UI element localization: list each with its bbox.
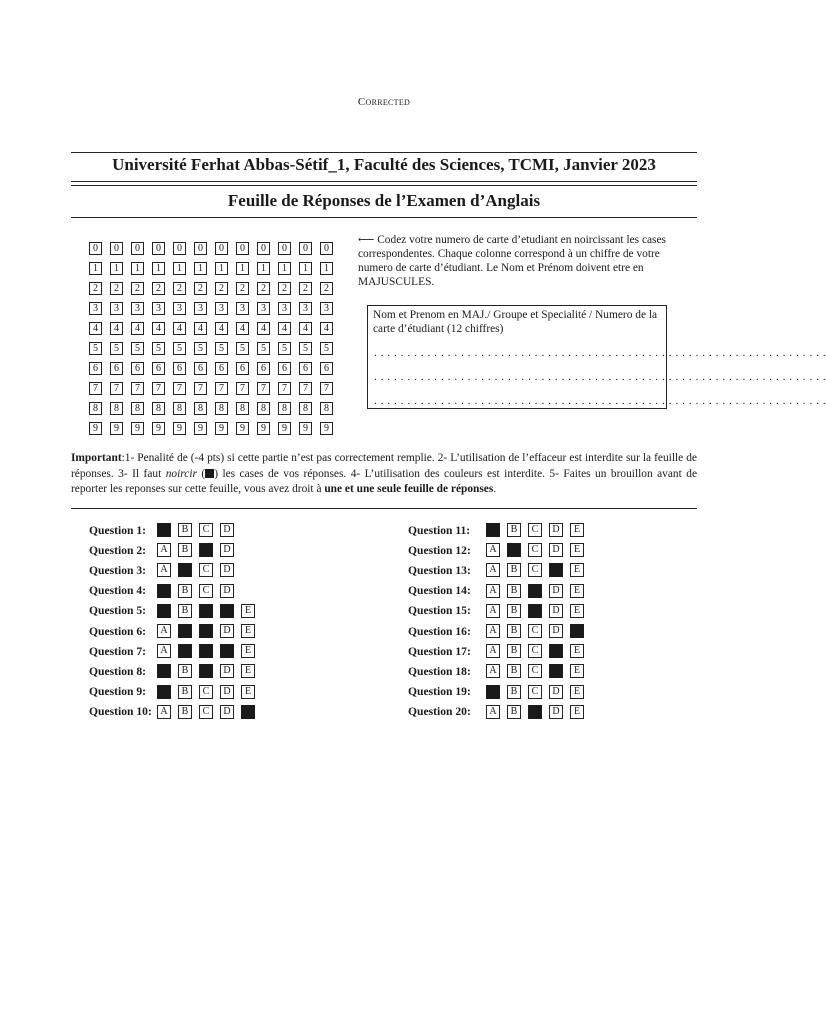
id-digit-box[interactable]: 2 bbox=[299, 282, 312, 295]
id-digit-box[interactable]: 1 bbox=[131, 262, 144, 275]
id-digit-box[interactable]: 0 bbox=[257, 242, 270, 255]
id-digit-box[interactable]: 1 bbox=[215, 262, 228, 275]
important-period: . bbox=[493, 483, 497, 495]
answer-box-c[interactable]: C bbox=[199, 685, 213, 699]
id-digit-box[interactable]: 7 bbox=[194, 382, 207, 395]
id-digit-box[interactable]: 8 bbox=[110, 402, 123, 415]
id-digit-box[interactable]: 3 bbox=[320, 302, 333, 315]
id-digit-box[interactable]: 2 bbox=[131, 282, 144, 295]
answer-box-b[interactable] bbox=[507, 543, 521, 557]
id-digit-box[interactable]: 7 bbox=[257, 382, 270, 395]
question-row bbox=[89, 661, 262, 681]
id-digit-box[interactable]: 2 bbox=[194, 282, 207, 295]
id-digit-box[interactable]: 6 bbox=[257, 362, 270, 375]
id-digit-box[interactable]: 3 bbox=[173, 302, 186, 315]
id-digit-box[interactable]: 8 bbox=[236, 402, 249, 415]
id-digit-box[interactable]: 9 bbox=[236, 422, 249, 435]
id-digit-box[interactable]: 8 bbox=[320, 402, 333, 415]
id-digit-box[interactable]: 3 bbox=[215, 302, 228, 315]
id-digit-box[interactable]: 0 bbox=[89, 242, 102, 255]
id-digit-box[interactable]: 4 bbox=[257, 322, 270, 335]
id-digit-box[interactable]: 7 bbox=[110, 382, 123, 395]
question-row bbox=[89, 682, 262, 702]
id-digit-box[interactable]: 0 bbox=[194, 242, 207, 255]
id-digit-box[interactable]: 3 bbox=[278, 302, 291, 315]
question-row bbox=[408, 520, 591, 540]
id-digit-box[interactable]: 6 bbox=[194, 362, 207, 375]
rule-3 bbox=[71, 185, 697, 186]
id-digit-box[interactable]: 8 bbox=[299, 402, 312, 415]
answer-box-c[interactable]: C bbox=[199, 705, 213, 719]
id-digit-box[interactable]: 9 bbox=[194, 422, 207, 435]
id-grid-row bbox=[89, 422, 341, 442]
id-digit-box[interactable]: 8 bbox=[131, 402, 144, 415]
answer-box-d[interactable]: D bbox=[549, 624, 563, 638]
answer-box-e[interactable]: E bbox=[570, 543, 584, 557]
id-digit-box[interactable]: 3 bbox=[110, 302, 123, 315]
id-digit-box[interactable]: 4 bbox=[320, 322, 333, 335]
id-digit-box[interactable]: 4 bbox=[89, 322, 102, 335]
rule-2 bbox=[71, 181, 697, 182]
answer-box-d[interactable] bbox=[220, 644, 234, 658]
id-digit-box[interactable]: 1 bbox=[278, 262, 291, 275]
id-digit-box[interactable]: 9 bbox=[215, 422, 228, 435]
id-digit-box[interactable]: 6 bbox=[215, 362, 228, 375]
id-digit-box[interactable]: 4 bbox=[152, 322, 165, 335]
important-text-1: :1- Penalité de (-4 pts) si cette partie n’est pas correctement remplie. 2- L’utilisation de l’effaceur est interdite sur la feuille de réponses. 3- Il faut bbox=[71, 452, 697, 480]
important-bold-end: une et une seule feuille de réponses bbox=[324, 483, 494, 495]
id-digit-box[interactable]: 4 bbox=[278, 322, 291, 335]
answer-box-a[interactable]: A bbox=[486, 705, 500, 719]
id-digit-box[interactable]: 7 bbox=[278, 382, 291, 395]
id-digit-box[interactable]: 5 bbox=[278, 342, 291, 355]
answer-box-e[interactable] bbox=[570, 624, 584, 638]
id-digit-box[interactable]: 6 bbox=[89, 362, 102, 375]
id-grid-row bbox=[89, 262, 341, 282]
id-digit-box[interactable]: 2 bbox=[320, 282, 333, 295]
question-row bbox=[89, 520, 262, 540]
id-digit-box[interactable]: 3 bbox=[131, 302, 144, 315]
id-digit-box[interactable]: 0 bbox=[215, 242, 228, 255]
question-label: Question 6: bbox=[89, 624, 147, 638]
answer-box-d[interactable]: D bbox=[220, 664, 234, 678]
question-row bbox=[89, 702, 262, 722]
id-digit-box[interactable]: 6 bbox=[110, 362, 123, 375]
id-digit-box[interactable]: 8 bbox=[194, 402, 207, 415]
id-digit-box[interactable]: 9 bbox=[131, 422, 144, 435]
answer-box-e[interactable]: E bbox=[570, 664, 584, 678]
id-digit-box[interactable]: 9 bbox=[173, 422, 186, 435]
corrected-label: Corrected bbox=[357, 96, 411, 108]
answer-box-e[interactable]: E bbox=[241, 624, 255, 638]
question-row bbox=[408, 661, 591, 681]
id-digit-box[interactable]: 3 bbox=[89, 302, 102, 315]
answer-box-a[interactable]: A bbox=[157, 705, 171, 719]
answer-box-c[interactable] bbox=[199, 664, 213, 678]
id-digit-box[interactable]: 4 bbox=[194, 322, 207, 335]
answer-box-d[interactable]: D bbox=[549, 543, 563, 557]
id-digit-box[interactable]: 8 bbox=[152, 402, 165, 415]
answer-box-a[interactable]: A bbox=[486, 624, 500, 638]
answer-box-a[interactable]: A bbox=[486, 584, 500, 598]
name-line-3[interactable]: . . . . . . . . . . . . . . . . . . . . . . . . . . . . . . . . . . . . . . . . . . . . . . . . . . . . . . . . . . . . . . . . . . . . bbox=[374, 395, 826, 407]
question-label: Question 16: bbox=[408, 624, 471, 638]
question-label: Question 4: bbox=[89, 584, 147, 598]
sheet-title: Feuille de Réponses de l’Examen d’Anglais bbox=[227, 191, 541, 210]
answer-box-d[interactable]: D bbox=[220, 523, 234, 537]
id-digit-box[interactable]: 9 bbox=[110, 422, 123, 435]
id-digit-box[interactable]: 5 bbox=[257, 342, 270, 355]
answer-box-d[interactable] bbox=[549, 664, 563, 678]
id-grid-row bbox=[89, 362, 341, 382]
answer-box-d[interactable] bbox=[220, 604, 234, 618]
answer-box-d[interactable]: D bbox=[220, 563, 234, 577]
rule-4 bbox=[71, 217, 697, 218]
answer-box-a[interactable] bbox=[157, 523, 171, 537]
answer-box-c[interactable]: C bbox=[528, 644, 542, 658]
id-digit-box[interactable]: 9 bbox=[278, 422, 291, 435]
important-label: Important bbox=[71, 452, 122, 464]
id-digit-box[interactable]: 0 bbox=[110, 242, 123, 255]
id-grid-row bbox=[89, 282, 341, 302]
id-digit-box[interactable]: 8 bbox=[173, 402, 186, 415]
question-label: Question 17: bbox=[408, 644, 471, 658]
answer-box-a[interactable]: A bbox=[486, 543, 500, 557]
answer-box-e[interactable]: E bbox=[241, 644, 255, 658]
id-digit-box[interactable]: 5 bbox=[299, 342, 312, 355]
questions-right-column bbox=[408, 520, 591, 722]
answer-box-d[interactable]: D bbox=[220, 624, 234, 638]
answer-box-d[interactable]: D bbox=[220, 584, 234, 598]
answer-box-a[interactable] bbox=[157, 664, 171, 678]
answer-box-b[interactable]: B bbox=[507, 644, 521, 658]
answer-box-b[interactable]: B bbox=[178, 685, 192, 699]
answer-box-b[interactable]: B bbox=[507, 584, 521, 598]
id-digit-box[interactable]: 1 bbox=[152, 262, 165, 275]
id-digit-box[interactable]: 7 bbox=[215, 382, 228, 395]
id-grid-row bbox=[89, 342, 341, 362]
answer-box-d[interactable]: D bbox=[549, 604, 563, 618]
id-digit-box[interactable]: 2 bbox=[89, 282, 102, 295]
answer-box-e[interactable]: E bbox=[241, 664, 255, 678]
answer-box-d[interactable]: D bbox=[549, 705, 563, 719]
id-digit-box[interactable]: 7 bbox=[152, 382, 165, 395]
answer-box-a[interactable]: A bbox=[486, 644, 500, 658]
id-digit-box[interactable]: 2 bbox=[278, 282, 291, 295]
id-digit-box[interactable]: 4 bbox=[236, 322, 249, 335]
id-digit-box[interactable]: 2 bbox=[152, 282, 165, 295]
question-label: Question 11: bbox=[408, 523, 471, 537]
id-grid-row bbox=[89, 302, 341, 322]
answer-box-c[interactable] bbox=[528, 584, 542, 598]
id-digit-box[interactable]: 2 bbox=[215, 282, 228, 295]
answer-box-e[interactable]: E bbox=[570, 523, 584, 537]
id-digit-box[interactable]: 1 bbox=[110, 262, 123, 275]
question-row bbox=[408, 641, 591, 661]
question-label: Question 9: bbox=[89, 685, 147, 699]
rule-5 bbox=[71, 508, 697, 509]
answer-box-b[interactable] bbox=[178, 624, 192, 638]
instructions-text: Codez votre numero de carte d’etudiant en noircissant les cases correspondentes. Chaque colonne correspond à un chiffre de votre numero de carte d’étudiant. Le Nom et Prénom doivent etre en MAJUSCULES. bbox=[358, 234, 666, 288]
id-digit-box[interactable]: 6 bbox=[320, 362, 333, 375]
answer-box-e[interactable]: E bbox=[241, 685, 255, 699]
id-digit-box[interactable]: 9 bbox=[152, 422, 165, 435]
answer-box-b[interactable]: B bbox=[178, 523, 192, 537]
id-digit-box[interactable]: 3 bbox=[194, 302, 207, 315]
id-digit-box[interactable]: 1 bbox=[236, 262, 249, 275]
name-line-1[interactable]: . . . . . . . . . . . . . . . . . . . . . . . . . . . . . . . . . . . . . . . . . . . . . . . . . . . . . . . . . . . . . . . . . . . . bbox=[374, 347, 826, 359]
answer-box-a[interactable] bbox=[486, 685, 500, 699]
answer-box-d[interactable]: D bbox=[549, 584, 563, 598]
id-digit-box[interactable]: 4 bbox=[110, 322, 123, 335]
answer-box-a[interactable]: A bbox=[486, 604, 500, 618]
question-row bbox=[89, 540, 262, 560]
answer-box-a[interactable]: A bbox=[157, 563, 171, 577]
id-digit-box[interactable]: 8 bbox=[215, 402, 228, 415]
question-row bbox=[89, 560, 262, 580]
id-digit-box[interactable]: 0 bbox=[278, 242, 291, 255]
id-digit-box[interactable]: 8 bbox=[278, 402, 291, 415]
question-row bbox=[408, 581, 591, 601]
answer-box-b[interactable] bbox=[178, 644, 192, 658]
id-digit-box[interactable]: 5 bbox=[215, 342, 228, 355]
answer-box-c[interactable] bbox=[199, 624, 213, 638]
id-digit-box[interactable]: 4 bbox=[215, 322, 228, 335]
answer-box-a[interactable] bbox=[486, 523, 500, 537]
questions-left-column bbox=[89, 520, 262, 722]
answer-box-d[interactable]: D bbox=[549, 523, 563, 537]
id-digit-box[interactable]: 5 bbox=[131, 342, 144, 355]
id-digit-box[interactable]: 6 bbox=[131, 362, 144, 375]
answer-box-c[interactable]: C bbox=[528, 563, 542, 577]
id-digit-box[interactable]: 5 bbox=[194, 342, 207, 355]
question-label: Question 20: bbox=[408, 705, 471, 719]
left-arrow-icon: ⟵ bbox=[358, 234, 375, 246]
question-label: Question 18: bbox=[408, 664, 471, 678]
id-grid-row bbox=[89, 242, 341, 262]
answer-box-d[interactable]: D bbox=[220, 543, 234, 557]
answer-box-a[interactable]: A bbox=[157, 543, 171, 557]
answer-box-d[interactable] bbox=[549, 563, 563, 577]
answer-box-b[interactable]: B bbox=[507, 563, 521, 577]
question-label: Question 3: bbox=[89, 563, 147, 577]
university-title: Université Ferhat Abbas-Sétif_1, Faculté des Sciences, TCMI, Janvier 2023 bbox=[112, 155, 656, 174]
question-label: Question 10: bbox=[89, 705, 152, 719]
noircir-word: noircir bbox=[165, 467, 197, 480]
question-row bbox=[89, 581, 262, 601]
id-digit-box[interactable]: 2 bbox=[173, 282, 186, 295]
answer-box-a[interactable]: A bbox=[157, 624, 171, 638]
answer-box-a[interactable] bbox=[157, 685, 171, 699]
id-digit-box[interactable]: 7 bbox=[299, 382, 312, 395]
id-digit-box[interactable]: 3 bbox=[152, 302, 165, 315]
answer-box-e[interactable]: E bbox=[570, 685, 584, 699]
answer-box-e[interactable]: E bbox=[570, 584, 584, 598]
id-digit-box[interactable]: 3 bbox=[299, 302, 312, 315]
question-row bbox=[408, 702, 591, 722]
answer-box-b[interactable] bbox=[178, 563, 192, 577]
id-digit-box[interactable]: 3 bbox=[236, 302, 249, 315]
answer-box-c[interactable] bbox=[199, 604, 213, 618]
answer-box-c[interactable]: C bbox=[199, 584, 213, 598]
id-digit-box[interactable]: 1 bbox=[194, 262, 207, 275]
answer-box-c[interactable]: C bbox=[528, 664, 542, 678]
student-id-grid bbox=[89, 242, 341, 442]
id-digit-box[interactable]: 0 bbox=[320, 242, 333, 255]
answer-box-c[interactable]: C bbox=[528, 685, 542, 699]
answer-box-e[interactable]: E bbox=[570, 644, 584, 658]
question-row bbox=[408, 560, 591, 580]
question-row bbox=[408, 682, 591, 702]
question-row bbox=[408, 621, 591, 641]
id-digit-box[interactable]: 1 bbox=[320, 262, 333, 275]
question-label: Question 8: bbox=[89, 664, 147, 678]
answer-box-c[interactable]: C bbox=[528, 523, 542, 537]
answer-box-d[interactable]: D bbox=[220, 685, 234, 699]
id-digit-box[interactable]: 4 bbox=[173, 322, 186, 335]
id-digit-box[interactable]: 0 bbox=[131, 242, 144, 255]
question-label: Question 2: bbox=[89, 543, 147, 557]
id-digit-box[interactable]: 7 bbox=[320, 382, 333, 395]
id-digit-box[interactable]: 1 bbox=[257, 262, 270, 275]
answer-box-d[interactable] bbox=[549, 644, 563, 658]
id-digit-box[interactable]: 4 bbox=[299, 322, 312, 335]
id-digit-box[interactable]: 5 bbox=[110, 342, 123, 355]
id-digit-box[interactable]: 5 bbox=[89, 342, 102, 355]
answer-box-c[interactable] bbox=[199, 543, 213, 557]
answer-box-a[interactable]: A bbox=[486, 664, 500, 678]
answer-box-e[interactable]: E bbox=[570, 705, 584, 719]
answer-box-e[interactable]: E bbox=[570, 563, 584, 577]
id-digit-box[interactable]: 0 bbox=[152, 242, 165, 255]
answer-box-c[interactable]: C bbox=[199, 523, 213, 537]
answer-box-a[interactable]: A bbox=[486, 563, 500, 577]
answer-box-c[interactable] bbox=[528, 604, 542, 618]
answer-box-c[interactable]: C bbox=[528, 624, 542, 638]
id-grid-row bbox=[89, 402, 341, 422]
question-label: Question 12: bbox=[408, 543, 471, 557]
id-digit-box[interactable]: 4 bbox=[131, 322, 144, 335]
answer-box-d[interactable]: D bbox=[220, 705, 234, 719]
answer-box-c[interactable]: C bbox=[528, 543, 542, 557]
question-row bbox=[89, 641, 262, 661]
id-digit-box[interactable]: 2 bbox=[110, 282, 123, 295]
answer-box-b[interactable]: B bbox=[178, 584, 192, 598]
id-digit-box[interactable]: 1 bbox=[89, 262, 102, 275]
answer-box-b[interactable]: B bbox=[178, 604, 192, 618]
question-label: Question 1: bbox=[89, 523, 147, 537]
answer-box-b[interactable]: B bbox=[507, 604, 521, 618]
name-box-label: Nom et Prenom en MAJ./ Groupe et Specialité / Numero de la carte d’étudiant (12 chiffres) bbox=[373, 309, 658, 335]
id-digit-box[interactable]: 6 bbox=[173, 362, 186, 375]
id-instructions bbox=[358, 233, 683, 289]
id-digit-box[interactable]: 0 bbox=[236, 242, 249, 255]
id-digit-box[interactable]: 1 bbox=[173, 262, 186, 275]
id-grid-row bbox=[89, 382, 341, 402]
id-digit-box[interactable]: 8 bbox=[257, 402, 270, 415]
answer-box-e[interactable]: E bbox=[241, 604, 255, 618]
question-label: Question 15: bbox=[408, 604, 471, 618]
answer-box-e[interactable]: E bbox=[570, 604, 584, 618]
id-digit-box[interactable]: 3 bbox=[257, 302, 270, 315]
answer-box-d[interactable]: D bbox=[549, 685, 563, 699]
id-digit-box[interactable]: 1 bbox=[299, 262, 312, 275]
id-digit-box[interactable]: 5 bbox=[236, 342, 249, 355]
question-row bbox=[89, 601, 262, 621]
answer-box-c[interactable] bbox=[199, 644, 213, 658]
id-digit-box[interactable]: 7 bbox=[131, 382, 144, 395]
id-digit-box[interactable]: 7 bbox=[173, 382, 186, 395]
filled-square-icon bbox=[205, 469, 214, 478]
answer-box-b[interactable]: B bbox=[507, 685, 521, 699]
id-digit-box[interactable]: 9 bbox=[89, 422, 102, 435]
important-notice: Important:1- Penalité de (-4 pts) si cette partie n’est pas correctement remplie. 2- L’utilisation de l’effaceur est interdite sur la feuille de réponses. 3- Il faut noircir ( ) les cases de vos réponses. 4- L’utilisation des couleurs est interdite. 5- Faites un brouillon avant de reporter les reponses sur cette feuille, vous avez droit à une et une seule feuille de réponses. bbox=[71, 452, 697, 495]
answer-box-a[interactable] bbox=[157, 584, 171, 598]
answer-box-b[interactable]: B bbox=[507, 664, 521, 678]
answer-box-a[interactable]: A bbox=[157, 644, 171, 658]
answer-box-a[interactable] bbox=[157, 604, 171, 618]
id-digit-box[interactable]: 6 bbox=[299, 362, 312, 375]
id-digit-box[interactable]: 8 bbox=[89, 402, 102, 415]
question-label: Question 7: bbox=[89, 644, 147, 658]
id-digit-box[interactable]: 5 bbox=[173, 342, 186, 355]
question-label: Question 19: bbox=[408, 685, 471, 699]
answer-box-c[interactable]: C bbox=[199, 563, 213, 577]
answer-box-c[interactable] bbox=[528, 705, 542, 719]
id-digit-box[interactable]: 7 bbox=[236, 382, 249, 395]
answer-box-b[interactable]: B bbox=[507, 705, 521, 719]
question-row bbox=[408, 540, 591, 560]
id-digit-box[interactable]: 5 bbox=[152, 342, 165, 355]
question-label: Question 14: bbox=[408, 584, 471, 598]
question-label: Question 13: bbox=[408, 563, 471, 577]
question-label: Question 5: bbox=[89, 604, 147, 618]
name-box[interactable] bbox=[367, 305, 826, 409]
id-digit-box[interactable]: 2 bbox=[257, 282, 270, 295]
id-digit-box[interactable]: 0 bbox=[173, 242, 186, 255]
answer-box-b[interactable]: B bbox=[507, 523, 521, 537]
top-rule bbox=[71, 152, 697, 153]
answer-box-b[interactable]: B bbox=[178, 705, 192, 719]
question-row bbox=[89, 621, 262, 641]
important-text-2: les cases de vos réponses. 4- L’utilisation des couleurs est interdite. 5- Faites un brouillon avant de reporter les reponses sur cette feuille, vous avez droit à bbox=[71, 467, 697, 495]
answer-box-b[interactable]: B bbox=[178, 543, 192, 557]
id-digit-box[interactable]: 2 bbox=[236, 282, 249, 295]
id-grid-row bbox=[89, 322, 341, 342]
id-digit-box[interactable]: 7 bbox=[89, 382, 102, 395]
name-line-2[interactable]: . . . . . . . . . . . . . . . . . . . . . . . . . . . . . . . . . . . . . . . . . . . . . . . . . . . . . . . . . . . . . . . . . . . . bbox=[374, 371, 826, 383]
id-digit-box[interactable]: 6 bbox=[236, 362, 249, 375]
question-row bbox=[408, 601, 591, 621]
answer-box-b[interactable]: B bbox=[178, 664, 192, 678]
id-digit-box[interactable]: 0 bbox=[299, 242, 312, 255]
answer-box-e[interactable] bbox=[241, 705, 255, 719]
id-digit-box[interactable]: 9 bbox=[320, 422, 333, 435]
id-digit-box[interactable]: 6 bbox=[278, 362, 291, 375]
id-digit-box[interactable]: 9 bbox=[257, 422, 270, 435]
id-digit-box[interactable]: 9 bbox=[299, 422, 312, 435]
answer-box-b[interactable]: B bbox=[507, 624, 521, 638]
id-digit-box[interactable]: 5 bbox=[320, 342, 333, 355]
id-digit-box[interactable]: 6 bbox=[152, 362, 165, 375]
